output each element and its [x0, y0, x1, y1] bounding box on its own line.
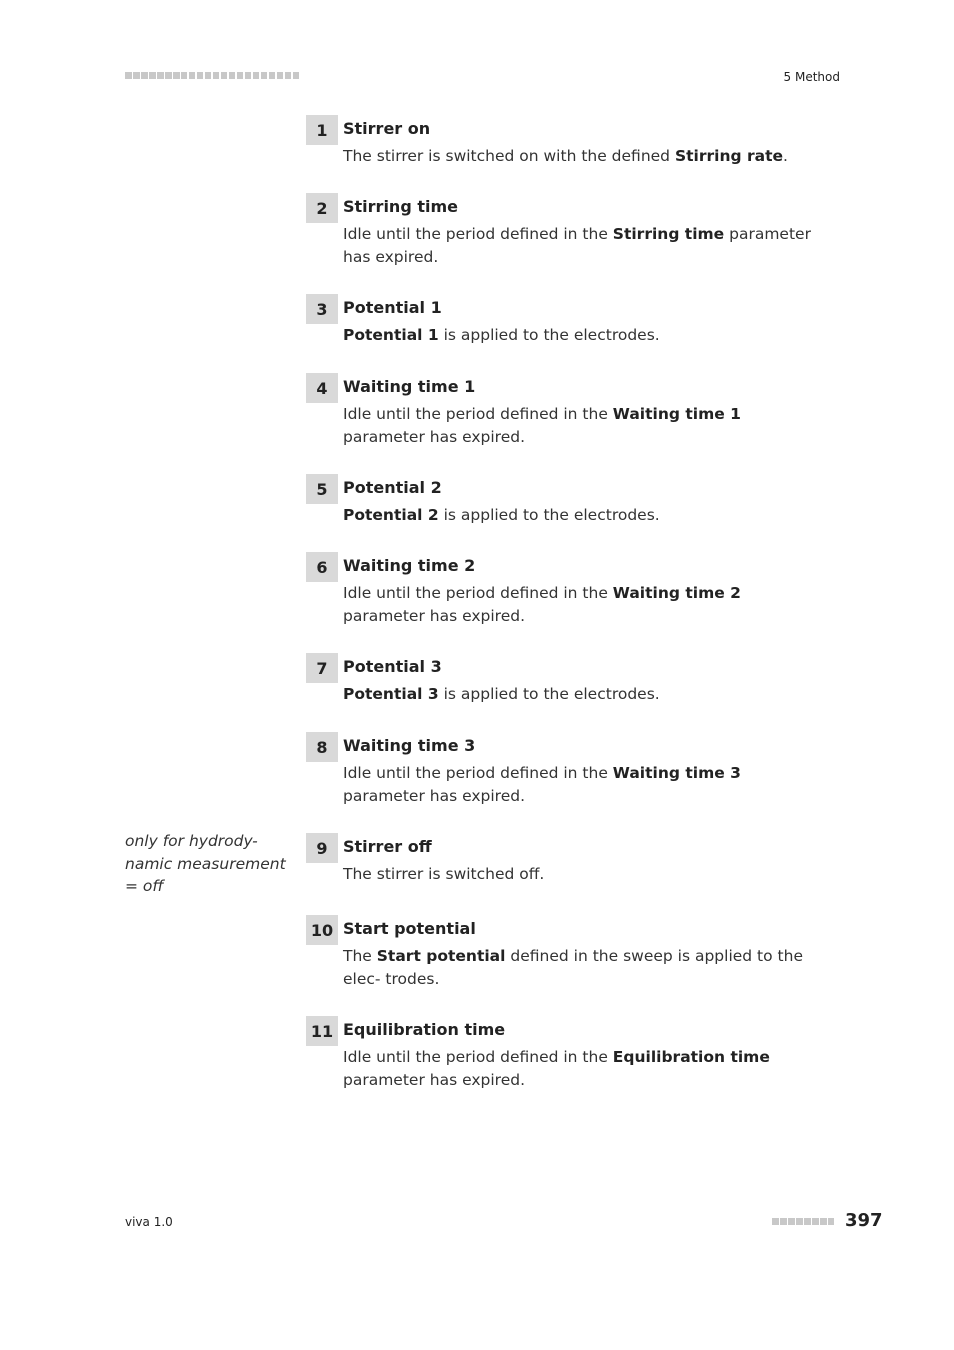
- step-number: 4: [306, 373, 338, 403]
- step-number: 2: [306, 193, 338, 223]
- step-description: [343, 762, 823, 807]
- bold-term: Potential 1: [343, 326, 439, 344]
- step-title: Stirrer on: [343, 119, 431, 138]
- step-title: Waiting time 2: [343, 556, 476, 575]
- bold-term: Waiting time 1: [612, 405, 741, 423]
- footer-squares: [772, 1218, 834, 1225]
- margin-note: only for hydrody- namic measurement = off: [125, 832, 286, 895]
- bold-term: Equilibration time: [612, 1048, 770, 1066]
- desc-text: Idle until the period defined in the: [343, 225, 613, 243]
- desc-text: Idle until the period defined in the: [343, 764, 613, 782]
- desc-text: The: [343, 947, 377, 965]
- step-description: [343, 145, 823, 168]
- step-title: Stirring time: [343, 197, 458, 216]
- step-title: Waiting time 1: [343, 377, 476, 396]
- desc-text: defined in the sweep is applied to the elec- trodes.: [343, 947, 803, 988]
- step-number: 7: [306, 653, 338, 683]
- bold-term: Potential 2: [343, 506, 439, 524]
- desc-text: Idle until the period defined in the: [343, 584, 613, 602]
- desc-text: parameter has expired.: [343, 606, 525, 625]
- step-description: [343, 945, 823, 990]
- step-description: [343, 582, 823, 627]
- step-number: 11: [306, 1016, 338, 1046]
- desc-text: parameter has expired.: [343, 427, 525, 446]
- step-title: Equilibration time: [343, 1020, 506, 1039]
- desc-text: parameter has expired.: [343, 786, 525, 805]
- desc-text: is applied to the electrodes.: [438, 506, 660, 524]
- header-squares: [125, 72, 299, 79]
- step-description: [343, 403, 823, 448]
- step-number: 9: [306, 833, 338, 863]
- step-title: Waiting time 3: [343, 736, 476, 755]
- desc-text: Idle until the period defined in the: [343, 1048, 613, 1066]
- step-number: 6: [306, 552, 338, 582]
- step-title: Potential 1: [343, 298, 442, 317]
- desc-text: Idle until the period defined in the: [343, 405, 613, 423]
- step-number: 3: [306, 294, 338, 324]
- desc-text: is applied to the electrodes.: [438, 685, 660, 703]
- header-section: 5 Method: [783, 70, 840, 84]
- step-description: [343, 683, 823, 706]
- step-title: Start potential: [343, 919, 476, 938]
- desc-text: parameter has expired.: [343, 1070, 525, 1089]
- step-number: 8: [306, 732, 338, 762]
- bold-term: Start potential: [376, 947, 506, 965]
- bold-term: Waiting time 2: [612, 584, 741, 602]
- desc-text: is applied to the electrodes.: [438, 326, 660, 344]
- step-description: [343, 863, 823, 886]
- desc-text: parameter has expired.: [343, 225, 811, 266]
- step-number: 5: [306, 474, 338, 504]
- step-title: Potential 2: [343, 478, 442, 497]
- bold-term: Stirring time: [612, 225, 725, 243]
- page-number: 397: [845, 1210, 883, 1231]
- step-description: [343, 504, 823, 527]
- desc-text: .: [783, 147, 788, 165]
- bold-term: Waiting time 3: [612, 764, 741, 782]
- step-number: 10: [306, 915, 338, 945]
- footer-product: viva 1.0: [125, 1215, 173, 1229]
- step-description: [343, 223, 823, 268]
- step-description: [343, 324, 823, 347]
- step-title: Potential 3: [343, 657, 442, 676]
- step-title: Stirrer off: [343, 837, 432, 856]
- step-description: [343, 1046, 823, 1091]
- desc-text: The stirrer is switched off.: [343, 865, 545, 883]
- step-number: 1: [306, 115, 338, 145]
- desc-text: The stirrer is switched on with the defined: [343, 147, 675, 165]
- bold-term: Stirring rate: [674, 147, 783, 165]
- bold-term: Potential 3: [343, 685, 439, 703]
